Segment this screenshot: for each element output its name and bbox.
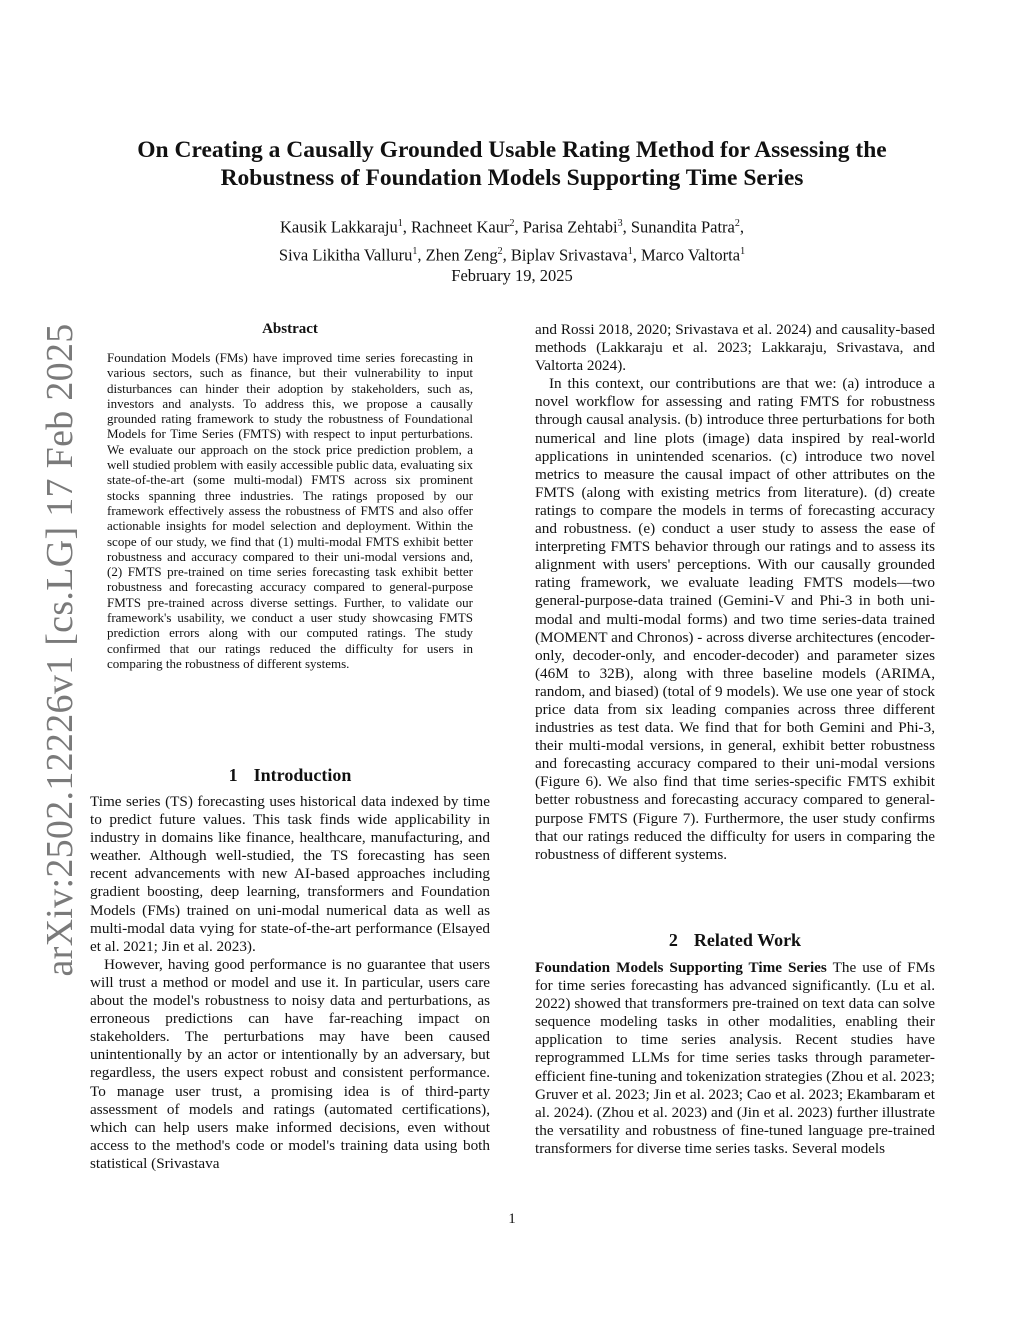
author-name: Parisa Zehtabi <box>522 217 618 237</box>
author-affiliation: 2 <box>509 218 515 229</box>
author-separator: , <box>502 245 511 264</box>
author-affiliation: 3 <box>617 218 623 229</box>
author-separator: , <box>514 217 523 237</box>
publication-date: February 19, 2025 <box>451 266 573 285</box>
author-separator: , <box>402 217 411 237</box>
author-separator: , <box>739 217 744 237</box>
author-affiliation: 1 <box>627 245 633 257</box>
section-number: 2 <box>668 930 678 950</box>
author-affiliation: 1 <box>740 245 746 257</box>
author-name: Marco Valtorta <box>640 245 741 264</box>
author-name: Rachneet Kaur <box>411 217 510 237</box>
section-title: Introduction <box>253 765 352 785</box>
contributions-paragraph: In this context, our contributions are that we: (a) introduce a novel workflow for assessing and rating FMTS for robustness through causal analysis. (b) introduce three perturbations for both numerical and line plots (image) data inspired by real-world applications in unintended scenarios. (c) introduce two novel metrics to measure the causal impact of other attributes on the FMTS (along with existing metrics from literature). (d) create ratings to compare the models in terms of forecasting accuracy and robustness. (e) conduct a user study to assess the ease of interpreting FMTS behavior through our ratings and to assess its alignment with users' perceptions. With our causally grounded rating framework, we evaluate leading FMTS models—two general-purpose-data trained (Gemini-V and Phi-3 in both uni-modal and multi-modal forms) and two time series-data trained (MOMENT and Chronos) - across diverse architectures (encoder-only, decoder-only, and encoder-decoder) and parameter sizes (46M to 32B), along with three baseline models (ARIMA, random, and biased) (total of 9 models). We use one year of stock price data from six leading companies across three different industries as test data. We find that for both Gemini and Phi-3, their multi-modal versions, in general, exhibit better robustness and forecasting accuracy compared to their uni-modal versions (Figure 6). We also find that time series-specific FMTS exhibit better robustness and forecasting accuracy compared to general-purpose FMTS (Figure 7). Furthermore, the user study confirms that our ratings reduced the difficulty for users in comparing the robustness of different systems. <box>535 375 935 863</box>
author-line-2 <box>100 240 924 268</box>
paragraph: Time series (TS) forecasting uses historical data indexed by time to predict future values. This task finds wide applicability in industry in domains like finance, healthcare, manufacturing, and weather. Although well-studied, the TS forecasting has seen recent advancements with new AI-based approaches including gradient boosting, deep learning, transformers and Foundation Models (FMs) trained on uni-modal numerical data as well as multi-modal data vying for state-of-the-art performance (Elsayed et al. 2021; Jin et al. 2023). <box>90 793 490 955</box>
section-heading-related-work <box>535 930 935 951</box>
author-separator: , <box>417 245 426 264</box>
author-name: Siva Likitha Valluru <box>278 245 413 264</box>
page-number: 1 <box>508 1211 516 1227</box>
author-separator: , <box>632 245 641 264</box>
author-name: Sunandita Patra <box>630 217 735 237</box>
paragraph-continued: and Rossi 2018, 2020; Srivastava et al. 2024) and causality-based methods (Lakkaraju et al. 2023; Lakkaraju, Srivastava, and Valtorta 2024). <box>535 321 935 375</box>
author-list <box>100 212 924 267</box>
paragraph-text: The use of FMs for time series forecasting has advanced significantly. (Lu et al. 2022) showed that transformers pre-trained on text data can solve sequence modeling tasks in other modalities, enabling their application to time series analysis. Recent studies have reprogrammed LLMs for time series tasks through parameter-efficient fine-tuning and tokenization strategies (Zhou et al. 2023; Gruver et al. 2023; Jin et al. 2023; Cao et al. 2023; Ekambaram et al. 2024). (Zhou et al. 2023) and (Jin et al. 2023) further illustrate the versatility and robustness of fine-tuned language pre-trained transformers for diverse time series tasks. Several models <box>535 959 935 1157</box>
paragraph: However, having good performance is no guarantee that users will trust a method or model and use it. In particular, users care about the model's robustness to noisy data and perturbations, as erroneous predictions can have far-reaching impact on stakeholders. The perturbations may have been caused unintentionally by an actor or intentionally by an adversary, but regardless, the users expect robust and consistent performance. To manage user trust, a promising idea is of third-party assessment of models and ratings (automated certifications), which can help users make informed decisions, even without access to the method's code or model's training data using both statistical (Srivastava <box>90 955 490 1172</box>
author-name: Zhen Zeng <box>425 245 498 264</box>
author-separator: , <box>622 217 631 237</box>
author-affiliation: 2 <box>497 245 503 257</box>
related-work-body <box>535 959 935 1158</box>
arxiv-identifier-stamp: arXiv:2502.12226v1 [cs.LG] 17 Feb 2025 <box>39 323 81 977</box>
author-name: Kausik Lakkaraju <box>280 217 398 237</box>
section-number: 1 <box>228 765 238 785</box>
author-affiliation: 1 <box>397 218 403 229</box>
author-name: Biplav Srivastava <box>510 245 628 264</box>
paper-title: On Creating a Causally Grounded Usable Rating Method for Assessing the Robustness of Foundation Models Supporting Time Series <box>137 137 887 191</box>
paragraph <box>535 959 935 1158</box>
introduction-body-right <box>535 321 935 864</box>
introduction-body-left <box>90 793 490 1173</box>
run-in-heading: Foundation Models Supporting Time Series <box>535 959 827 976</box>
abstract-heading: Abstract <box>262 321 318 337</box>
section-heading-introduction <box>90 765 490 786</box>
author-affiliation: 2 <box>734 218 740 229</box>
author-line-1 <box>100 212 924 240</box>
abstract-text: Foundation Models (FMs) have improved time series forecasting in various sectors, such as finance, but their vulnerability to input disturbances can hinder their adoption by stakeholders, such as, investors and analysts. To address this, we propose a causally grounded rating framework to study the robustness of Foundational Models for Time Series (FMTS) with respect to input perturbations. We evaluate our approach on the stock price prediction problem, a well studied problem with easily accessible public data, evaluating six state-of-the-art (some multi-modal) FMTS across six prominent stocks spanning three industries. The ratings proposed by our framework effectively assess the robustness of FMTS and also offer actionable insights for model selection and deployment. Within the scope of our study, we find that (1) multi-modal FMTS exhibit better robustness and accuracy compared to their uni-modal versions and, (2) FMTS pre-trained on time series forecasting task exhibit better robustness and forecasting accuracy compared to general-purpose FMTS pre-trained across diverse settings. Further, to validate our framework's usability, we conduct a user study showcasing FMTS prediction errors along with our computed ratings. The study confirmed that our ratings reduced the difficulty for users in comparing the robustness of different systems. <box>107 350 473 671</box>
author-affiliation: 1 <box>412 245 418 257</box>
section-title: Related Work <box>693 930 802 950</box>
